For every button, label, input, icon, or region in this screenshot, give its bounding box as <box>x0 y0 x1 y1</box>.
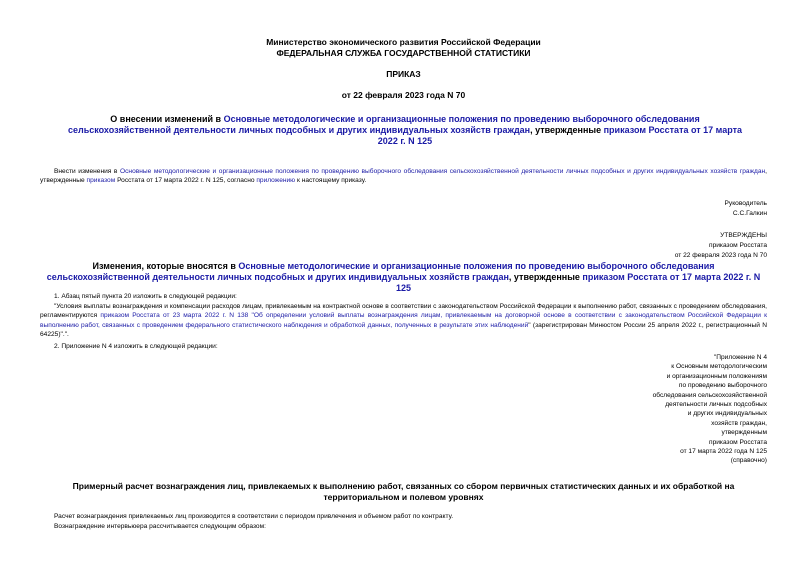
ministry-name: Министерство экономического развития Российской Федерации <box>266 37 541 47</box>
order-title-text: , утвержденные <box>530 125 604 135</box>
appendix-note-line: (справочно) <box>730 457 767 465</box>
calc-title-line2: территориальном и полевом уровнях <box>323 492 484 502</box>
appendix-note-line: и организационным положениям <box>666 372 767 380</box>
order-title <box>60 114 750 147</box>
appendix-note <box>547 353 767 466</box>
changes-title <box>40 261 767 294</box>
document-date: от 22 февраля 2023 года N 70 <box>341 90 466 100</box>
order-title-link-order[interactable]: приказом Росстата от 17 марта 2022 г. N 125 <box>377 125 743 146</box>
changes-title-text: Изменения, которые вносятся в <box>92 261 239 271</box>
item1-quote-text: " (зарегистрирован Минюстом России 25 апреля 2022 г., регистрационный N 64225)".". <box>40 321 767 339</box>
service-name: ФЕДЕРАЛЬНАЯ СЛУЖБА ГОСУДАРСТВЕННОЙ СТАТИСТИКИ <box>276 48 531 58</box>
calc-title-line1: Примерный расчет вознаграждения лиц, привлекаемых к выполнению работ, связанных со сбором первичных статистических данных и их обработкой на <box>72 481 735 491</box>
intro-text: Росстата от 17 марта 2022 г. N 125, согласно <box>115 177 257 185</box>
appendix-note-line: деятельности личных подсобных <box>665 401 767 409</box>
intro-paragraph <box>40 167 767 186</box>
appendix-note-line: хозяйств граждан, <box>711 419 767 427</box>
appendix-note-line: "Приложение N 4 <box>713 354 767 361</box>
calc-paragraph-2: Вознаграждение интервьюера рассчитывается следующим образом: <box>54 523 266 530</box>
approved-label: УТВЕРЖДЕНЫ <box>720 232 767 239</box>
order-title-text: О внесении изменений в <box>110 114 224 124</box>
order-title-link-regulations[interactable]: Основные методологические и организационные положения по проведению выборочного обследования сельскохозяйственной деятельности личных подсобных и других индивидуальных хозяйств граждан <box>67 114 700 135</box>
appendix-note-line: и других индивидуальных <box>687 410 767 418</box>
appendix-note-line: обследования сельскохозяйственной <box>652 391 767 399</box>
item1-quote-text: "Условия выплаты вознаграждения и компенсации расходов лицам, привлекаемым на контрактной основе в соответствии с законодательством Российской Федерации к выполнению работ, связанных с проведением обследования, регламентируются <box>40 303 767 320</box>
signature-name: С.С.Галкин <box>732 210 767 217</box>
intro-link-appendix[interactable]: приложению <box>256 177 296 185</box>
appendix-note-line: утвержденным <box>721 429 767 437</box>
approved-date: от 22 февраля 2023 года N 70 <box>674 252 767 259</box>
document-type: ПРИКАЗ <box>386 69 421 79</box>
intro-text: , утвержденные <box>40 168 767 185</box>
intro-link-regulations[interactable]: Основные методологические и организационные положения по проведению выборочного обследования сельскохозяйственной деятельности личных подсобных и других индивидуальных хозяйств граждан <box>120 168 766 175</box>
item2-heading: 2. Приложение N 4 изложить в следующей редакции: <box>54 343 218 350</box>
appendix-note-line: по проведению выборочного <box>678 382 767 390</box>
approved-by: приказом Росстата <box>709 242 767 249</box>
changes-title-text: , утвержденные <box>508 272 583 282</box>
changes-title-link-order[interactable]: приказом Росстата от 17 марта 2022 г. N 125 <box>395 272 761 293</box>
signature-role: Руководитель <box>724 200 767 207</box>
intro-text: Внести изменения в <box>54 168 120 175</box>
item1-link-order-138[interactable]: приказом Росстата от 23 марта 2022 г. N 138 "Об определении условий выплаты вознаграждения лицам, привлекаемым на договорной основе в соответствии с законодательством Российской Федерации к выполнению работ, связанных с проведением федерального статистического наблюдения и обработкой данных, полученных в результате этих наблюдений <box>40 312 767 329</box>
changes-title-link-regulations[interactable]: Основные методологические и организационные положения по проведению выборочного обследования сельскохозяйственной деятельности личных подсобных и других индивидуальных хозяйств граждан <box>46 261 715 282</box>
intro-link-order[interactable]: приказом <box>86 177 116 185</box>
appendix-note-line: к Основным методологическим <box>671 363 767 371</box>
item1-quote <box>40 302 767 340</box>
intro-text: к настоящему приказу. <box>295 177 367 185</box>
calc-paragraph-1: Расчет вознаграждения привлекаемых лиц производится в соответствии с периодом привлечения и объемом работ по контракту. <box>54 513 454 520</box>
appendix-note-line: от 17 марта 2022 года N 125 <box>680 448 767 456</box>
item1-heading: 1. Абзац пятый пункта 20 изложить в следующей редакции: <box>54 293 237 300</box>
appendix-note-line: приказом Росстата <box>709 438 767 446</box>
